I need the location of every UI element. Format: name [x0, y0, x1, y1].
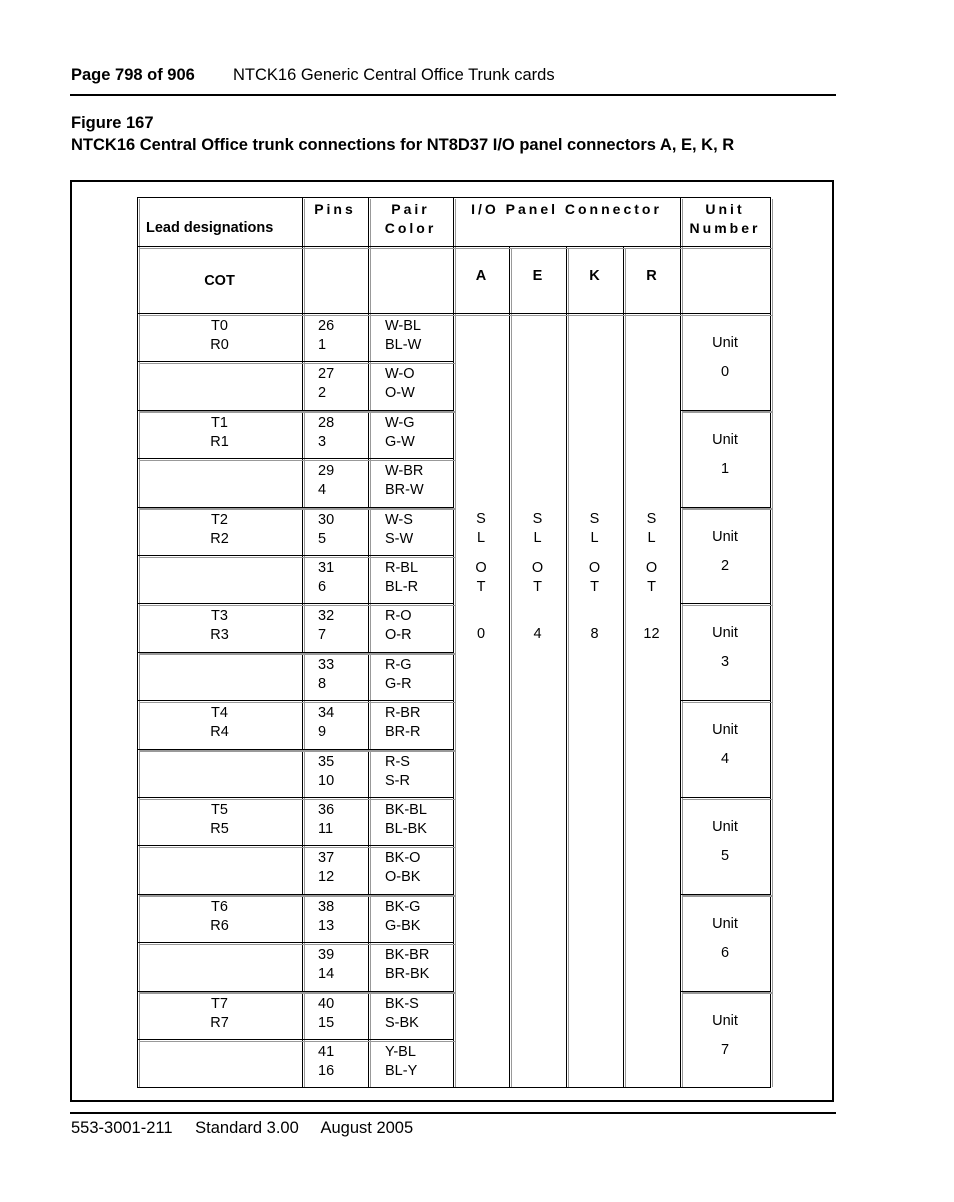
pair-color: S-R: [385, 772, 410, 789]
table-row-shadow: [139, 750, 455, 752]
pair-color: R-BR: [385, 705, 421, 722]
pair-color: R-S: [385, 753, 410, 770]
pin-number: 37: [318, 850, 335, 867]
slot-letter: S: [589, 511, 600, 527]
pin-number: 38: [318, 898, 335, 915]
table-row-shadow: [139, 460, 455, 462]
pair-color: BK-G: [385, 898, 421, 915]
slot-letter: S: [532, 511, 543, 527]
unit-number: 6: [720, 944, 730, 961]
table-row-shadow: [139, 847, 455, 849]
pair-color: BL-BK: [385, 821, 427, 837]
slot-letter: T: [647, 579, 656, 595]
header-color: Color: [384, 220, 437, 236]
table-column-shadow: [304, 199, 306, 1087]
pin-number: 39: [318, 947, 335, 964]
slot-letter: O: [475, 560, 487, 576]
pin-number: 34: [318, 705, 335, 722]
table-row-shadow: [139, 363, 455, 365]
table-top-line: [137, 197, 771, 198]
table-bottom-line: [137, 1087, 771, 1088]
pair-color: BR-W: [385, 482, 424, 499]
unit-row-shadow: [682, 799, 772, 801]
unit-row-shadow: [682, 895, 772, 897]
table-column-shadow: [511, 248, 513, 1087]
table-row-shadow: [139, 605, 455, 607]
pair-color: W-BR: [385, 463, 424, 480]
slot-letter: O: [588, 560, 601, 576]
pair-color: W-G: [385, 414, 415, 431]
lead-designation: T7: [211, 995, 228, 1012]
pair-color: R-BL: [385, 560, 419, 576]
page-header-title: NTCK16 Generic Central Office Trunk cards: [233, 66, 555, 84]
pin-number: 3: [318, 433, 327, 450]
pin-number: 40: [318, 995, 335, 1012]
unit-number: 0: [720, 364, 730, 380]
pair-color: G-W: [385, 433, 415, 450]
header-lead-designations: Lead designations: [146, 220, 274, 236]
header-connector-e: E: [532, 268, 543, 284]
unit-label: Unit: [712, 722, 738, 739]
slot-letter: L: [590, 530, 599, 546]
pair-color: G-BK: [385, 917, 421, 934]
header-connector-k: K: [589, 268, 600, 284]
header-connector-r: R: [646, 268, 657, 284]
pin-number: 14: [318, 966, 335, 983]
unit-label: Unit: [712, 335, 738, 351]
table-column-shadow: [625, 248, 627, 1087]
pin-number: 13: [318, 917, 335, 934]
table-header-shadow: [139, 248, 772, 250]
pin-number: 1: [318, 337, 327, 353]
table-row-shadow: [139, 944, 455, 946]
lead-designation: T6: [211, 898, 228, 915]
table-column-shadow: [370, 199, 372, 1087]
slot-letter: T: [533, 579, 542, 595]
doc-number: 553-3001-211: [71, 1119, 173, 1137]
header-cot: COT: [204, 273, 235, 289]
unit-number: 5: [720, 848, 730, 864]
lead-designation: R4: [210, 724, 229, 741]
pair-color: BL-R: [385, 579, 419, 595]
pair-color: S-W: [385, 530, 414, 547]
lead-designation: R2: [210, 530, 229, 547]
pin-number: 31: [318, 560, 335, 576]
pin-number: 8: [318, 675, 327, 692]
unit-label: Unit: [712, 528, 738, 545]
pair-color: BR-R: [385, 724, 421, 741]
unit-row-shadow: [682, 605, 772, 607]
pair-color: W-BL: [385, 318, 421, 334]
pair-color: O-W: [385, 385, 415, 402]
slot-letter: S: [476, 511, 486, 527]
pair-color: G-R: [385, 675, 412, 692]
pin-number: 2: [318, 385, 327, 402]
pin-number: 4: [318, 482, 327, 499]
header-unit: Unit: [705, 201, 745, 217]
table-row-shadow: [139, 653, 455, 655]
table-row-shadow: [139, 508, 455, 510]
lead-designation: R3: [210, 627, 229, 644]
lead-designation: R1: [210, 433, 229, 450]
unit-number: 2: [720, 557, 730, 574]
unit-row-shadow: [682, 411, 772, 413]
figure-label: Figure 167: [71, 114, 154, 132]
slot-letter: T: [590, 579, 599, 595]
unit-number: 3: [720, 654, 730, 671]
pair-color: S-BK: [385, 1014, 419, 1031]
lead-designation: T5: [211, 802, 228, 818]
lead-designation: T4: [211, 705, 228, 722]
slot-letter: O: [531, 560, 544, 576]
pin-number: 36: [318, 802, 335, 818]
pair-color: BK-BL: [385, 802, 427, 818]
table-row-shadow: [139, 411, 455, 413]
pin-number: 29: [318, 463, 335, 480]
doc-date: August 2005: [320, 1119, 414, 1137]
pin-number: 6: [318, 579, 327, 595]
header-connector-a: A: [475, 268, 487, 284]
lead-designation: R7: [210, 1014, 229, 1031]
slot-number: 8: [590, 626, 599, 642]
lead-designation: T3: [211, 608, 228, 625]
slot-letter: O: [645, 560, 658, 576]
pin-number: 15: [318, 1014, 335, 1031]
table-row-shadow: [139, 992, 455, 994]
pin-number: 28: [318, 414, 335, 431]
pair-color: O-BK: [385, 869, 421, 886]
footer-rule: [70, 1112, 836, 1114]
unit-label: Unit: [712, 625, 738, 642]
pin-number: 12: [318, 869, 335, 886]
slot-number: 4: [533, 626, 542, 642]
unit-number: 4: [720, 751, 730, 768]
pair-color: W-S: [385, 511, 413, 528]
unit-row-shadow: [682, 508, 772, 510]
slot-number: 0: [476, 626, 486, 642]
slot-letter: S: [646, 511, 657, 527]
pair-color: R-G: [385, 656, 412, 673]
table-column-shadow: [568, 248, 570, 1087]
pin-number: 26: [318, 318, 335, 334]
pair-color: W-O: [385, 366, 415, 383]
lead-designation: R0: [210, 337, 229, 353]
pin-number: 11: [318, 821, 334, 837]
lead-designation: T0: [211, 318, 228, 334]
table-column-shadow: [772, 199, 774, 1087]
pair-color: Y-BL: [385, 1044, 416, 1060]
pin-number: 41: [318, 1044, 335, 1060]
pin-number: 7: [318, 627, 327, 644]
header-pins: Pins: [314, 201, 356, 217]
pair-color: BK-O: [385, 850, 421, 867]
lead-designation: T1: [211, 414, 228, 431]
slot-number: 12: [643, 626, 660, 642]
pair-color: BK-BR: [385, 947, 430, 964]
unit-label: Unit: [712, 819, 738, 835]
header-number: Number: [689, 220, 761, 236]
unit-row-shadow: [682, 992, 772, 994]
pin-number: 32: [318, 608, 335, 625]
table-row-shadow: [139, 799, 455, 801]
lead-designation: R5: [210, 821, 229, 837]
page-footer: [71, 1119, 431, 1138]
pin-number: 5: [318, 530, 327, 547]
slot-letter: L: [533, 530, 542, 546]
doc-standard: Standard 3.00: [195, 1119, 299, 1137]
pin-number: 30: [318, 511, 335, 528]
slot-letter: L: [476, 530, 486, 546]
table-row-shadow: [139, 702, 455, 704]
page-number: Page 798 of 906: [71, 66, 195, 84]
pair-color: BR-BK: [385, 966, 430, 983]
pin-number: 35: [318, 753, 335, 770]
lead-designation: T2: [211, 511, 228, 528]
pin-number: 9: [318, 724, 327, 741]
table-row-shadow: [139, 895, 455, 897]
lead-designation: R6: [210, 917, 229, 934]
pair-color: BL-W: [385, 337, 422, 353]
figure-title: NTCK16 Central Office trunk connections for NT8D37 I/O panel connectors A, E, K, R: [71, 136, 735, 154]
unit-label: Unit: [712, 1012, 738, 1029]
unit-number: 1: [720, 460, 730, 477]
table-row-shadow: [139, 1041, 455, 1043]
pin-number: 27: [318, 366, 335, 383]
pair-color: BK-S: [385, 995, 419, 1012]
unit-label: Unit: [712, 915, 738, 932]
header-rule: [70, 94, 836, 96]
pair-color: O-R: [385, 627, 412, 644]
header-io-panel-connector: I/O Panel Connector: [471, 201, 662, 217]
pin-number: 33: [318, 656, 335, 673]
pin-number: 10: [318, 772, 335, 789]
table-body-shadow: [139, 315, 772, 317]
pair-color: BL-Y: [385, 1063, 418, 1079]
slot-letter: L: [647, 530, 656, 546]
unit-label: Unit: [712, 431, 738, 448]
unit-number: 7: [720, 1041, 730, 1058]
table-row-shadow: [139, 557, 455, 559]
slot-letter: T: [476, 579, 486, 595]
pair-color: R-O: [385, 608, 412, 625]
unit-row-shadow: [682, 702, 772, 704]
header-pair: Pair: [391, 201, 430, 217]
pin-number: 16: [318, 1063, 335, 1079]
